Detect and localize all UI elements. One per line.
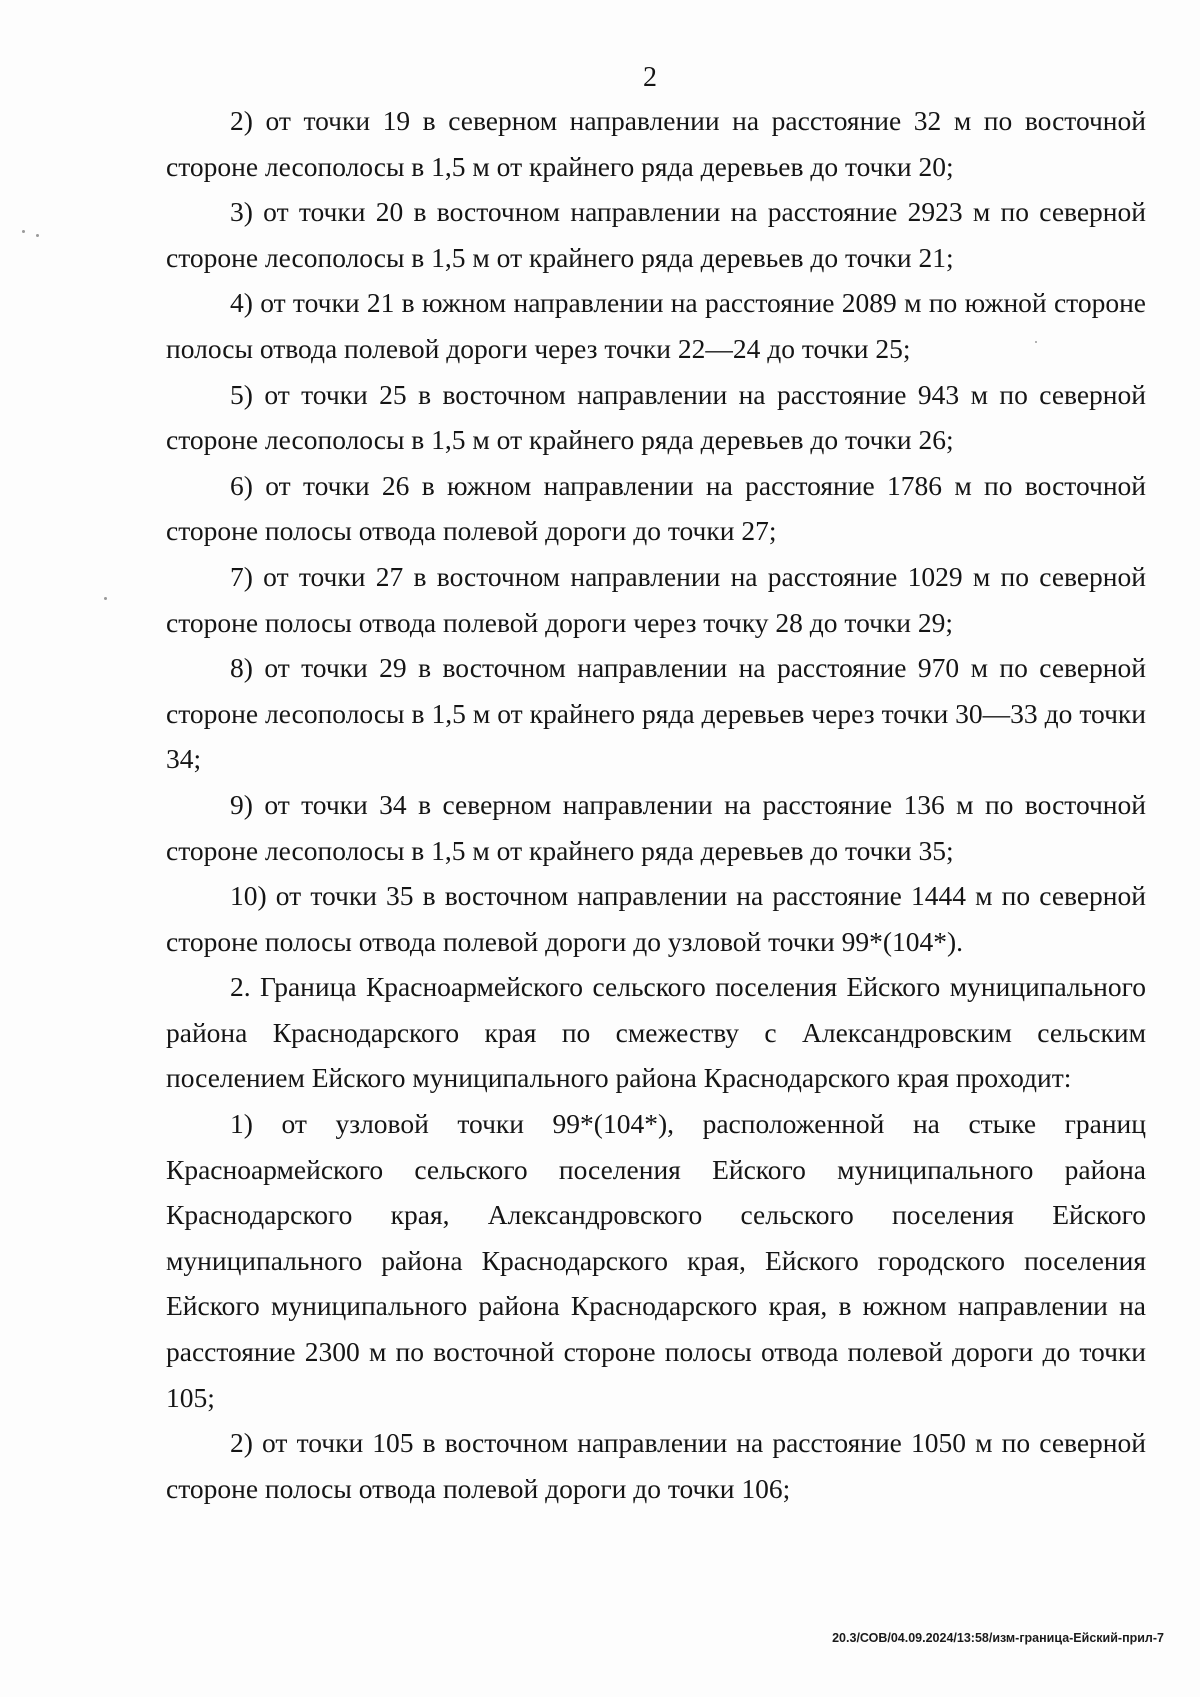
scan-speck bbox=[104, 597, 107, 600]
paragraph-item-8-point-29: 8) от точки 29 в восточном направлении на расстояние 970 м по северной стороне лесополосы в 1,5 м от крайнего ряда деревьев через точки 30—33 до точки 34; bbox=[166, 652, 1146, 775]
document-body bbox=[166, 98, 1146, 1511]
section-2-heading-paragraph: 2. Граница Красноармейского сельского поселения Ейского муниципального района Краснодарского края по смежеству с Александровским сельским поселением Ейского муниципального района Краснодарского края проходит: bbox=[166, 971, 1146, 1094]
paragraph-section-2-item-1: 1) от узловой точки 99*(104*), расположенной на стыке границ Красноармейского сельского поселения Ейского муниципального района Краснодарского края, Александровского сельского поселения Ейского муниципального района Краснодарского края, Ейского городского поселения Ейского муниципального района Краснодарского края, в южном направлении на расстояние 2300 м по восточной стороне полосы отвода полевой дороги до точки 105; bbox=[166, 1108, 1146, 1413]
paragraph-item-6-point-26: 6) от точки 26 в южном направлении на расстояние 1786 м по восточной стороне полосы отвода полевой дороги до точки 27; bbox=[166, 469, 1146, 547]
document-footer-code: 20.3/СОВ/04.09.2024/13:58/изм-граница-Ейский-прил-7 bbox=[832, 1631, 1164, 1645]
scan-speck bbox=[22, 230, 25, 233]
page-number: 2 bbox=[643, 62, 657, 93]
paragraph-item-7-point-27: 7) от точки 27 в восточном направлении на расстояние 1029 м по северной стороне полосы отвода полевой дороги через точку 28 до точки 29; bbox=[166, 560, 1146, 638]
paragraph-item-9-point-34: 9) от точки 34 в северном направлении на расстояние 136 м по восточной стороне лесополосы в 1,5 м от крайнего ряда деревьев до точки 35; bbox=[166, 788, 1146, 866]
paragraph-item-2-point-19: 2) от точки 19 в северном направлении на расстояние 32 м по восточной стороне лесополосы в 1,5 м от крайнего ряда деревьев до точки 20; bbox=[166, 105, 1146, 182]
paragraph-section-2-item-2: 2) от точки 105 в восточном направлении на расстояние 1050 м по северной стороне полосы отвода полевой дороги до точки 106; bbox=[166, 1427, 1146, 1504]
paragraph-item-4-point-21: 4) от точки 21 в южном направлении на расстояние 2089 м по южной стороне полосы отвода полевой дороги через точки 22—24 до точки 25; bbox=[166, 287, 1146, 364]
paragraph-item-3-point-20: 3) от точки 20 в восточном направлении на расстояние 2923 м по северной стороне лесополосы в 1,5 м от крайнего ряда деревьев до точки 21; bbox=[166, 196, 1146, 273]
paragraph-item-10-point-35: 10) от точки 35 в восточном направлении на расстояние 1444 м по северной стороне полосы отвода полевой дороги до узловой точки 99*(104*). bbox=[166, 880, 1146, 957]
scan-speck bbox=[36, 234, 39, 237]
paragraph-item-5-point-25: 5) от точки 25 в восточном направлении на расстояние 943 м по северной стороне лесополосы в 1,5 м от крайнего ряда деревьев до точки 26; bbox=[166, 378, 1146, 456]
